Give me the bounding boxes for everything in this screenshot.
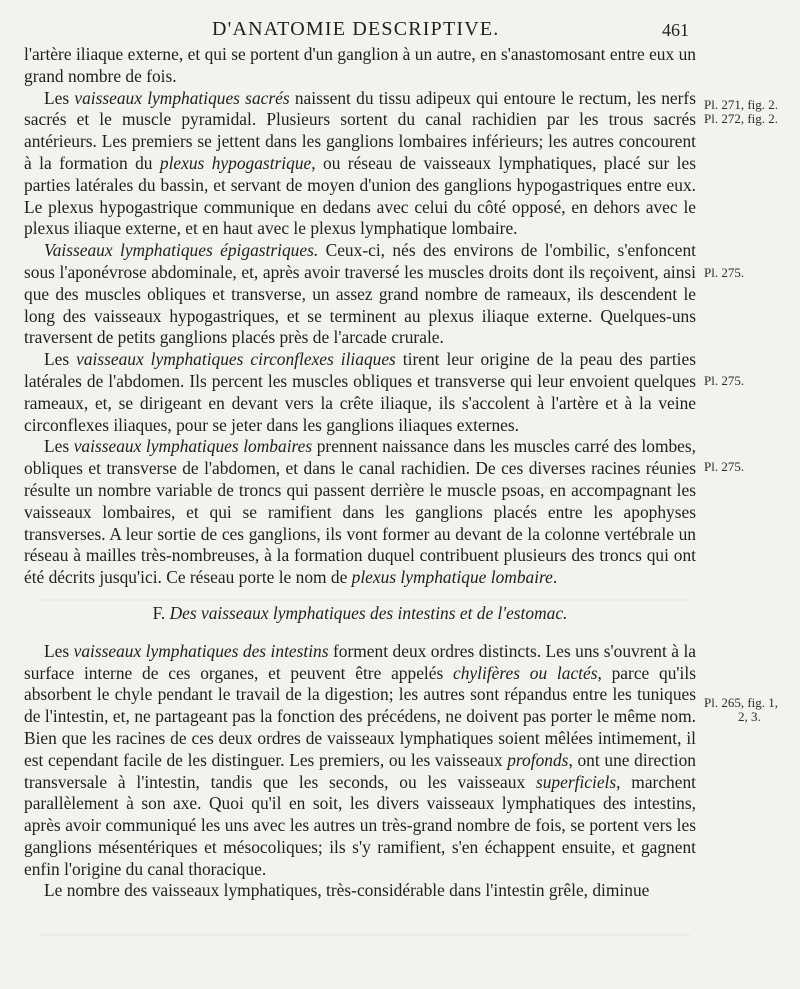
margin-note-line: Pl. 275. (704, 459, 745, 474)
margin-note-line: 2, 3. (738, 709, 761, 724)
paragraph (24, 436, 696, 589)
paragraph (24, 88, 696, 241)
italic-term: chylifères ou lactés (453, 662, 598, 683)
text-run: prennent naissance dans les muscles carré des lombes, obliques et transverse de l'abdomen, et dans le canal rachidien. De ces diverses racines réunies résulte un nombre variable de troncs qui passent derrière le muscle psoas, en accompagnant les vaisseaux lombaires, et qui se ramifient dans les ganglions placés entre les apophyses transverses. A leur sortie de ces ganglions, ils vont former au devant de la colonne vertébrale un réseau à mailles très-nombreuses, à la formation duquel contribuent plusieurs des troncs qui ont été décrits jusqu'ici. Ce réseau porte le nom de (24, 436, 696, 588)
page-header (0, 14, 800, 44)
margin-note-epigastriques (704, 266, 744, 280)
text-run: Le nombre des vaisseaux lymphatiques, très-considérable dans l'intestin grêle, diminue (44, 880, 650, 901)
margin-note-intestins (704, 696, 778, 724)
running-head: D'ANATOMIE DESCRIPTIVE. (212, 18, 500, 40)
margin-note-lombaires (704, 460, 744, 474)
margin-note-sacres (704, 98, 778, 126)
body-text (24, 44, 696, 902)
margin-note-circonflexes (704, 374, 744, 388)
paragraph (24, 240, 696, 349)
italic-term: plexus hypogastrique (159, 152, 312, 173)
italic-term: Vaisseaux lymphatiques épigastriques. (44, 240, 319, 261)
page-number: 461 (662, 20, 689, 40)
margin-note-line: Pl. 275. (704, 265, 745, 280)
italic-term: profonds (507, 749, 569, 770)
italic-term: vaisseaux lymphatiques circonflexes iliaques (76, 349, 396, 370)
text-run: Les (44, 436, 74, 457)
italic-term: vaisseaux lymphatiques des intestins (73, 640, 329, 661)
text-run: , parce qu'ils absorbent le chyle pendant le travail de la digestion; les autres sont répandus entre les tuniques de l'intestin, et, ne partageant pas la fonction des précédens, ne doivent pas porter le même nom. Bien que les racines de ces deux ordres de vaisseaux lymphatiques soient mêlées intimement, il est cependant facile de les distinguer. Les premiers, ou les vaisseaux (24, 662, 696, 770)
text-run: , marchent parallèlement à son axe. Quoi qu'il en soit, les divers vaisseaux lymphatiques des intestins, après avoir communiqué les uns avec les autres un très-grand nombre de fois, se portent vers les ganglions mésentériques et mésocoliques; ils s'y ramifient, s'en échappent ensuite, et gagnent enfin l'origine du canal thoracique. (24, 771, 696, 879)
text-run: l'artère iliaque externe, et qui se portent d'un ganglion à un autre, en s'anastomosant entre eux un grand nombre de fois. (24, 44, 696, 86)
text-run: naissent du tissu adipeux qui entoure le rectum, les nerfs sacrés et le muscle pyramidal. Plusieurs sortent du canal rachidien par les trous sacrés antérieurs. Les premiers se jettent dans les ganglions lombaires inférieurs; les autres concourent à la formation du (24, 87, 696, 173)
italic-term: vaisseaux lymphatiques sacrés (74, 87, 290, 108)
text-run: forment deux ordres distincts. Les uns s'ouvrent à la surface interne de ces organes, et peuvent être appelés (24, 640, 697, 683)
text-run: F. (152, 602, 170, 623)
section-heading (24, 603, 696, 625)
margin-note-line: Pl. 275. (704, 373, 745, 388)
paragraph (24, 880, 696, 902)
text-run: Les (44, 640, 74, 661)
text-run: tirent leur origine de la peau des parties latérales de l'abdomen. Ils percent les muscles obliques et transverse qui leur envoient quelques rameaux, et, se dirigeant en devant vers la crête iliaque, ils s'accolent à l'artère et à la veine circonflexes iliaques, pour se jeter dans les ganglions iliaques externes. (24, 349, 696, 435)
margin-note-line: Pl. 271, fig. 2. (704, 97, 779, 112)
italic-term: superficiels (535, 771, 617, 792)
margin-note-line: Pl. 272, fig. 2. (704, 111, 779, 126)
margin-note-line: Pl. 265, fig. 1, (704, 695, 779, 710)
text-run: . (552, 567, 558, 588)
text-run: , ont une direction transversale à l'intestin, tandis que les seconds, ou les vaisseaux (24, 749, 696, 792)
paragraph (24, 44, 696, 88)
italic-term: Des vaisseaux lymphatiques des intestins et de l'estomac. (169, 602, 568, 623)
text-run: , ou réseau de vaisseaux lymphatiques, placé sur les parties latérales du bassin, et servant de moyen d'union des ganglions hypogastriques entre eux. Le plexus hypogastrique communique en dedans avec celui du côté opposé, en dehors avec le plexus iliaque externe, et en haut avec le plexus lymphatique lombaire. (24, 152, 696, 239)
italic-term: plexus lymphatique lombaire (351, 567, 553, 588)
italic-term: vaisseaux lymphatiques lombaires (73, 436, 313, 457)
text-run: Les (44, 349, 77, 370)
paragraph (24, 349, 696, 436)
paragraph (24, 641, 696, 881)
text-run: Ceux-ci, nés des environs de l'ombilic, s'enfoncent sous l'aponévrose abdominale, et, après avoir traversé les muscles droits dont ils reçoivent, ainsi que des muscles obliques et transverse, un assez grand nombre de rameaux, ils descendent le long des vaisseaux hypogastriques, et se terminent au plexus iliaque externe. Quelques-uns traversent de petits ganglions placés près de l'arcade crurale. (24, 240, 697, 348)
text-run: Les (44, 87, 75, 108)
